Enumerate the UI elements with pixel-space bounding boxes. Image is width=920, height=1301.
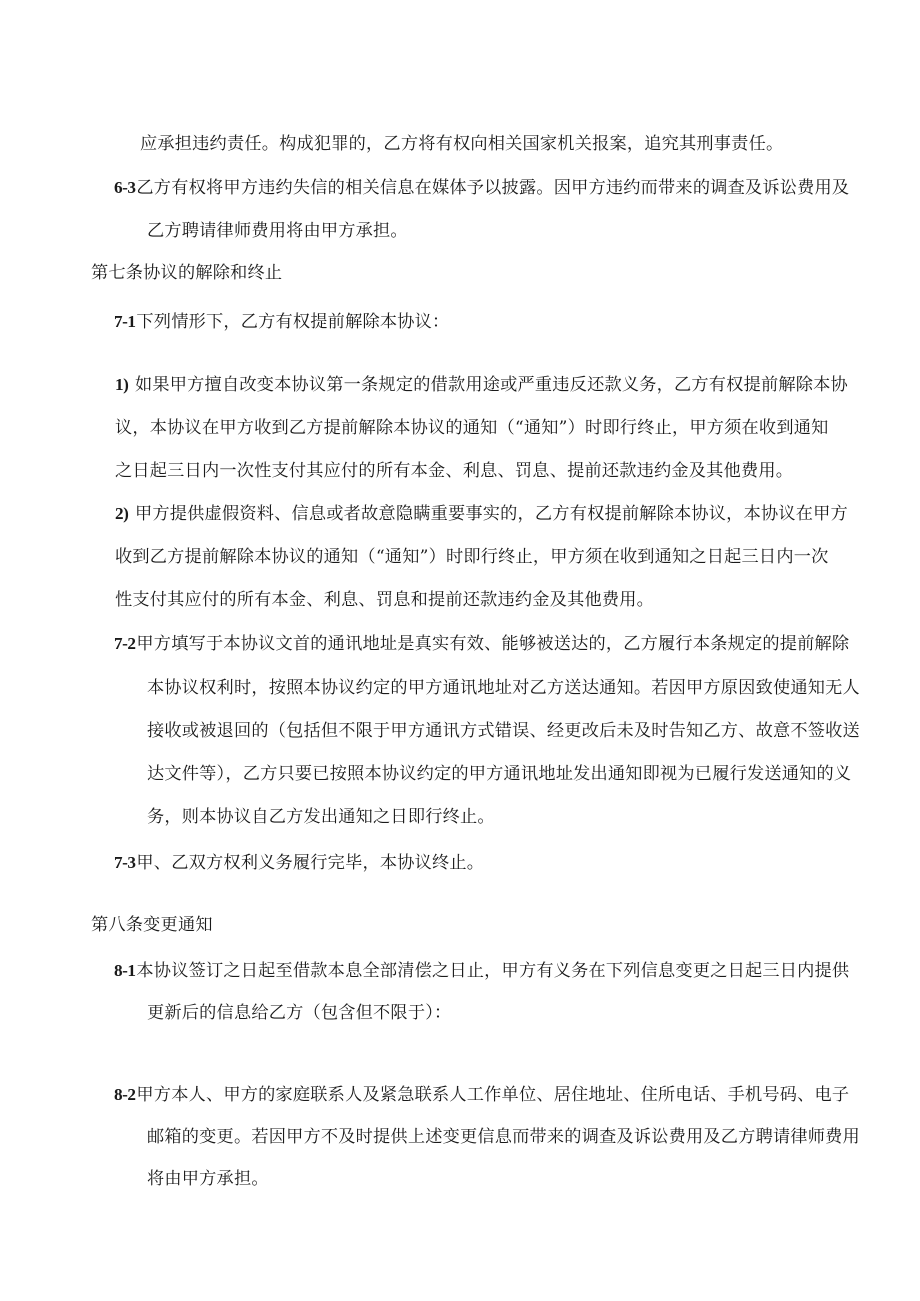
text-line: 本协议权利时，按照本协议约定的甲方通讯地址对乙方送达通知。若因甲方原因致使通知无人	[147, 678, 860, 698]
clause-8-2-line-3	[147, 1168, 269, 1190]
clause-number: 8-2	[114, 1085, 136, 1104]
text-line: 将由甲方承担。	[147, 1169, 269, 1189]
clause-number: 8-1	[114, 961, 136, 980]
item-2-line-3	[115, 589, 654, 611]
item-number: 1)	[115, 375, 129, 394]
clause-6-3	[114, 177, 849, 199]
clause-8-1-line-2	[147, 1002, 451, 1024]
clause-7-2-line-3	[147, 720, 860, 742]
clause-7-2	[114, 633, 849, 655]
text-line: 应承担违约责任。构成犯罪的，乙方将有权向相关国家机关报案，追究其刑事责任。	[140, 134, 784, 154]
clause-6-2-continuation	[140, 133, 783, 155]
text-line: 乙方聘请律师费用将由甲方承担。	[147, 221, 408, 241]
text-line: 甲、乙双方权利义务履行完毕，本协议终止。	[136, 853, 485, 873]
clause-7-3	[114, 852, 484, 874]
text-line: 下列情形下，乙方有权提前解除本协议：	[136, 312, 450, 332]
item-1-line-2	[115, 417, 828, 439]
text-line: 接收或被退回的（包括但不限于甲方通讯方式错误、经更改后未及时告知乙方、故意不签收送	[147, 721, 860, 741]
clause-6-3-line-2	[147, 220, 408, 242]
text-line: 甲方填写于本协议文首的通讯地址是真实有效、能够被送达的，乙方履行本条规定的提前解除	[136, 634, 850, 654]
text-line: 之日起三日内一次性支付其应付的所有本金、利息、罚息、提前还款违约金及其他费用。	[115, 461, 794, 481]
heading-text: 第八条变更通知	[91, 915, 213, 935]
item-2-line-2	[115, 546, 828, 568]
text-line: 甲方本人、甲方的家庭联系人及紧急联系人工作单位、居住地址、住所电话、手机号码、电子	[136, 1085, 850, 1105]
clause-7-1	[114, 311, 449, 333]
item-number: 2)	[115, 504, 129, 523]
item-2	[115, 503, 848, 525]
text-line: 收到乙方提前解除本协议的通知（“通知”）时即行终止，甲方须在收到通知之日起三日内一次	[115, 547, 829, 567]
clause-7-2-line-2	[147, 677, 860, 699]
article-8-heading	[91, 914, 213, 936]
clause-number: 7-2	[114, 634, 136, 653]
item-1-line-3	[115, 460, 793, 482]
text-line: 达文件等），乙方只要已按照本协议约定的甲方通讯地址发出通知即视为已履行发送通知的义	[147, 764, 852, 784]
text-line: 乙方有权将甲方违约失信的相关信息在媒体予以披露。因甲方违约而带来的调查及诉讼费用及	[136, 178, 850, 198]
article-7-heading	[91, 262, 282, 284]
item-1	[115, 374, 848, 396]
clause-8-1	[114, 960, 849, 982]
clause-number: 7-3	[114, 853, 136, 872]
clause-number: 6-3	[114, 178, 136, 197]
text-line: 性支付其应付的所有本金、利息、罚息和提前还款违约金及其他费用。	[115, 590, 655, 610]
text-line: 甲方提供虚假资料、信息或者故意隐瞒重要事实的，乙方有权提前解除本协议，本协议在甲方	[135, 504, 848, 524]
text-line: 更新后的信息给乙方（包含但不限于）：	[147, 1003, 452, 1023]
clause-7-2-line-4	[147, 763, 851, 785]
text-line: 邮箱的变更。若因甲方不及时提供上述变更信息而带来的调查及诉讼费用及乙方聘请律师费用	[147, 1127, 860, 1147]
clause-number: 7-1	[114, 312, 136, 331]
text-line: 如果甲方擅自改变本协议第一条规定的借款用途或严重违反还款义务，乙方有权提前解除本协	[135, 375, 848, 395]
clause-7-2-line-5	[147, 806, 495, 828]
text-line: 议，本协议在甲方收到乙方提前解除本协议的通知（“通知”）时即行终止，甲方须在收到通知	[115, 418, 829, 438]
clause-8-2-line-2	[147, 1126, 860, 1148]
text-line: 本协议签订之日起至借款本息全部清偿之日止，甲方有义务在下列信息变更之日起三日内提供	[136, 961, 850, 981]
heading-text: 第七条协议的解除和终止	[91, 263, 283, 283]
clause-8-2	[114, 1084, 849, 1106]
text-line: 务，则本协议自乙方发出通知之日即行终止。	[147, 807, 495, 827]
